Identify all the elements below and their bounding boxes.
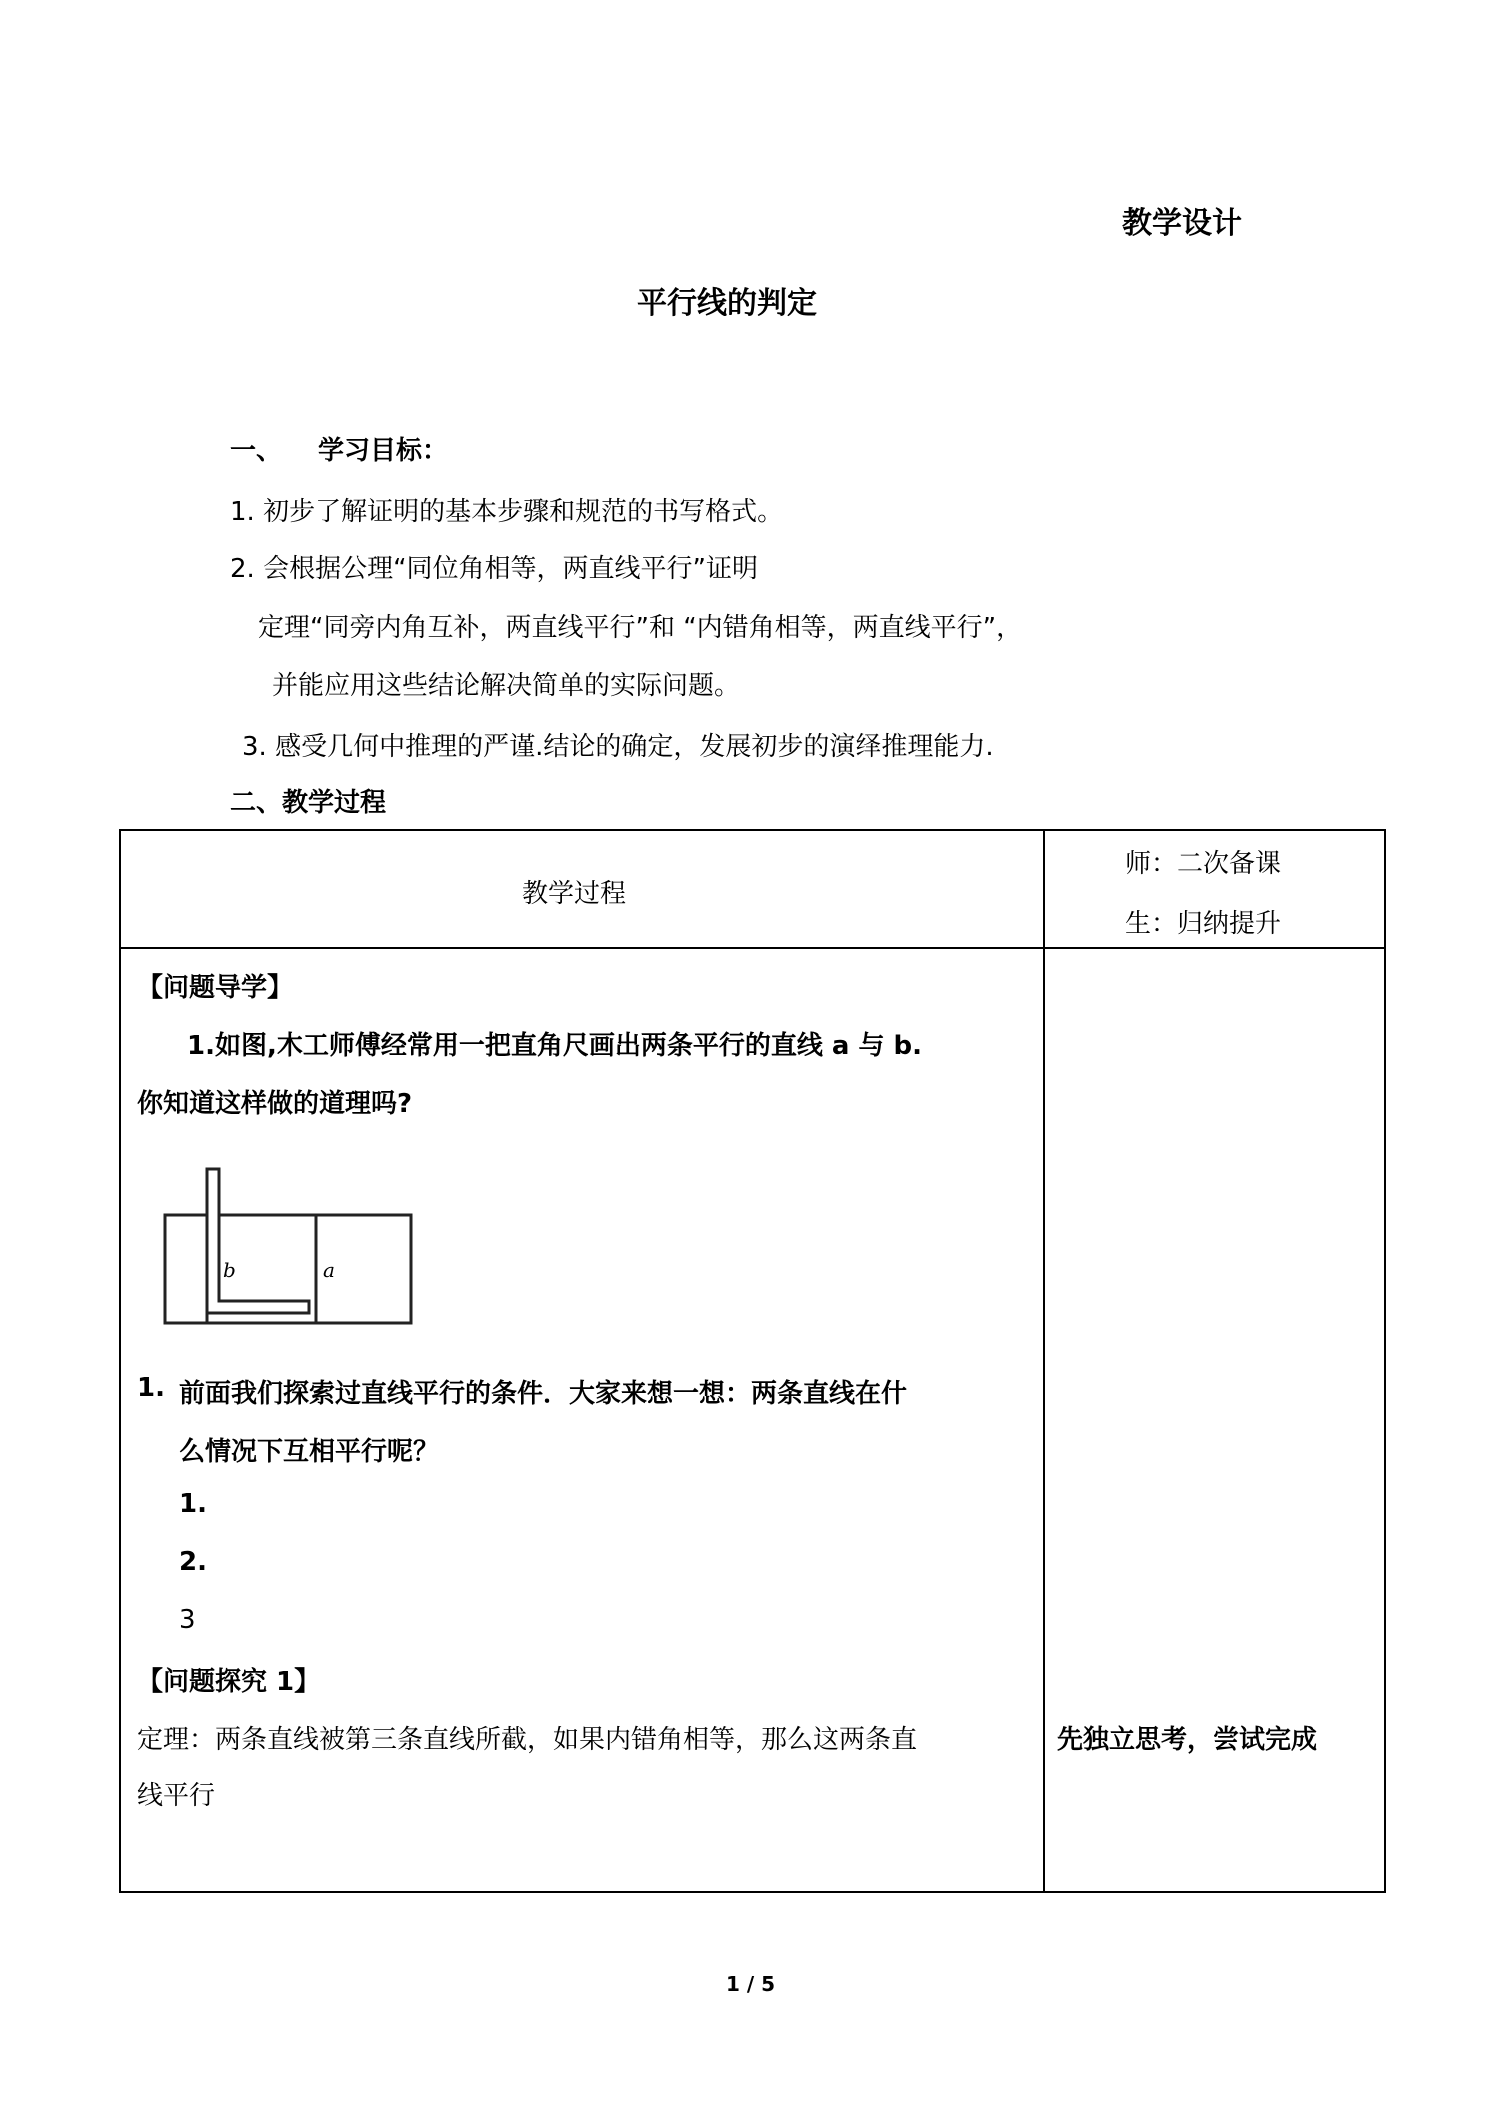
blank-item-3: 3 bbox=[179, 1605, 196, 1635]
label-a: a bbox=[323, 1258, 335, 1282]
theorem-line2: 线平行 bbox=[137, 1781, 216, 1811]
set-square bbox=[207, 1169, 309, 1313]
student-note-label: 生：归纳提升 bbox=[1125, 909, 1282, 939]
section2-heading: 二、教学过程 bbox=[230, 788, 387, 818]
goal-item-2-cont: 定理“同旁内角互补，两直线平行”和 “内错角相等，两直线平行”， bbox=[258, 613, 1023, 643]
guide-question-line1: 1.如图,木工师傅经常用一把直角尺画出两条平行的直线 a 与 b. bbox=[187, 1031, 923, 1061]
goal-item-2: 2. 会根据公理“同位角相等，两直线平行”证明 bbox=[230, 554, 759, 584]
q2-line2: 么情况下互相平行呢？ bbox=[179, 1437, 440, 1467]
table-header-right bbox=[1044, 830, 1385, 948]
explore-title: 【问题探究 1】 bbox=[137, 1667, 321, 1697]
teacher-note-label: 师：二次备课 bbox=[1125, 849, 1282, 879]
page-title: 平行线的判定 bbox=[637, 286, 817, 321]
table-header-label: 教学过程 bbox=[522, 879, 627, 909]
carpenter-square-figure bbox=[157, 1167, 431, 1331]
goal-item-3: 3. 感受几何中推理的严谨.结论的确定，发展初步的演绎推理能力. bbox=[242, 732, 994, 762]
guide-title: 【问题导学】 bbox=[137, 973, 294, 1003]
section1-number: 一、 bbox=[230, 436, 283, 466]
process-content-cell bbox=[120, 948, 1044, 1892]
goal-item-1: 1. 初步了解证明的基本步骤和规范的书写格式。 bbox=[230, 497, 784, 527]
guide-question-line2: 你知道这样做的道理吗? bbox=[137, 1089, 413, 1119]
independent-thinking-note: 先独立思考，尝试完成 bbox=[1057, 1725, 1318, 1755]
doc-type-heading: 教学设计 bbox=[1122, 206, 1242, 241]
q2-number: 1. bbox=[137, 1373, 165, 1403]
label-b: b bbox=[223, 1258, 236, 1282]
goal-item-2-cont2: 并能应用这些结论解决简单的实际问题。 bbox=[272, 671, 741, 701]
teaching-process-table bbox=[119, 829, 1386, 1893]
page-number: 1 / 5 bbox=[726, 1972, 776, 1996]
notes-cell bbox=[1044, 948, 1385, 1892]
table-header-left bbox=[120, 830, 1044, 948]
theorem-line1: 定理：两条直线被第三条直线所截，如果内错角相等，那么这两条直 bbox=[137, 1725, 918, 1755]
blank-item-1: 1. bbox=[179, 1489, 207, 1519]
q2-line1: 前面我们探索过直线平行的条件．大家来想一想：两条直线在什 bbox=[179, 1379, 908, 1409]
blank-item-2: 2. bbox=[179, 1547, 207, 1577]
section1-heading: 学习目标： bbox=[318, 436, 449, 466]
